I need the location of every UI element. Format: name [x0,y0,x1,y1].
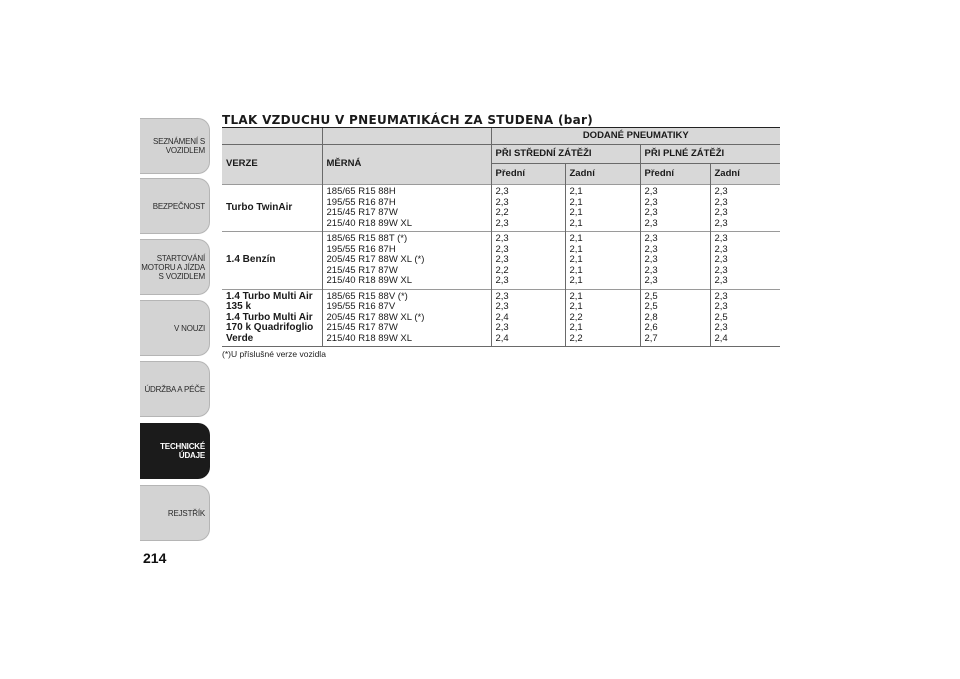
full-rear-header: Zadní [710,164,780,185]
version-name: Turbo TwinAir [226,201,293,213]
tire-pressure-table [222,128,780,347]
table-row: 1.4 Turbo Multi Air 135 k 1.4 Turbo Multi Air 170 k Quadrifoglio Verde 185/65 R15 88V (*) 195/55 R16 87V 205/45 R17 88W XL (*) 215/45 R17 87W 215/40 R18 89W XL 2,3 2,3 2,4 2,3 2,4 2,1 2,1 2,2 2,1 2,2 2,5 2,5 2,8 2,6 2,7 2,3 2,3 2,5 2,3 2,4 [222,289,780,347]
page-title: TLAK VZDUCHU V PNEUMATIKÁCH ZA STUDENA (bar) [222,113,594,127]
tab-udrzba[interactable]: ÚDRŽBA A PÉČE [140,361,210,417]
version-name: 1.4 Turbo Multi Air [226,290,313,302]
tab-bezpecnost[interactable]: BEZPEČNOST [140,178,210,234]
version-name: 1.4 Benzín [226,254,276,265]
tab-technicke-udaje[interactable]: TECHNICKÉ ÚDAJE [140,423,210,479]
medium-load-header: PŘI STŘEDNÍ ZÁTĚŽI [491,145,640,164]
version-header: VERZE [222,145,322,185]
tab-seznameni[interactable]: SEZNÁMENÍ S VOZIDLEM [140,118,210,174]
medium-front-header: Přední [491,164,565,185]
footnote: (*)U příslušné verze vozidla [222,349,326,359]
medium-rear-header: Zadní [565,164,640,185]
tab-startovani[interactable]: STARTOVÁNÍ MOTORU A JÍZDA S VOZIDLEM [140,239,210,295]
table-row: Turbo TwinAir 185/65 R15 88H 195/55 R16 87H 215/45 R17 87W 215/40 R18 89W XL 2,3 2,3 2,2 2,3 2,1 2,1 2,1 2,1 2,3 2,3 2,3 2,3 2,3 2,3 2,3 2,3 [222,185,780,232]
full-load-header: PŘI PLNÉ ZÁTĚŽI [640,145,780,164]
supplied-tires-header: DODANÉ PNEUMATIKY [491,128,780,145]
size-header: MĚRNÁ [322,145,491,185]
tab-rejstrik[interactable]: REJSTŘÍK [140,485,210,541]
full-front-header: Přední [640,164,710,185]
page-number: 214 [143,550,167,566]
table-header-row [222,128,780,145]
tab-v-nouzi[interactable]: V NOUZI [140,300,210,356]
table-row: 1.4 Benzín 185/65 R15 88T (*) 195/55 R16 87H 205/45 R17 88W XL (*) 215/45 R17 87W 215/40 R18 89W XL 2,3 2,3 2,3 2,2 2,3 2,1 2,1 2,1 2,1 2,1 2,3 2,3 2,3 2,3 2,3 2,3 2,3 2,3 2,3 2,3 [222,232,780,290]
